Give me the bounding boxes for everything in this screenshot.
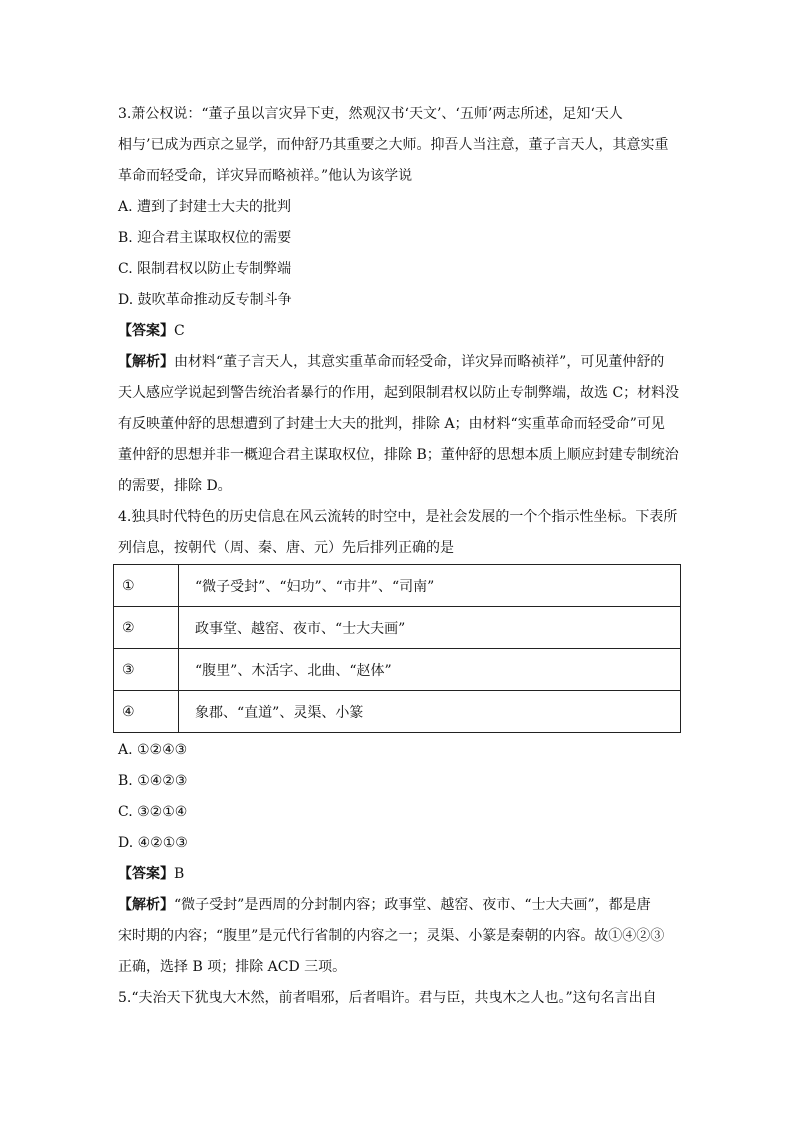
q4-stem-line-2: 列信息，按朝代（周、秦、唐、元）先后排列正确的是 [118,540,454,556]
q3-analysis-line-5: 的需要，排除 D。 [118,478,232,494]
q4-option-d: D. ④②①③ [118,835,188,851]
q3-option-b: B. 迎合君主谋取权位的需要 [118,230,292,246]
q3-analysis-line-1 [118,352,664,372]
table-row-number: ④ [114,691,179,733]
q4-answer [118,864,184,884]
table-row [114,649,681,691]
q4-info-table [113,564,681,733]
table-row [114,691,681,733]
table-row-text: “腹里”、木活字、北曲、“赵体” [179,649,681,691]
q4-answer-value: B [174,866,185,882]
q3-option-d: D. 鼓吹革命推动反专制斗争 [118,292,292,308]
q3-option-c: C. 限制君权以防止专制弊端 [118,261,292,277]
q4-analysis-line-1 [118,895,651,915]
q3-analysis-text-1: 由材料“董子言天人，其意实重革命而轻受命，详灾异而略祯祥”，可见董仲舒的 [174,354,665,370]
q3-stem-line-1: 3.萧公权说：“董子虽以言灾异下吏，然观汉书‘天文’、‘五师’两志所述，足知‘天人 [118,106,623,122]
table-row [114,565,681,607]
q3-answer [118,321,185,341]
q3-stem-line-3: 革命而轻受命，详灾异而略祯祥。”他认为该学说 [118,168,413,184]
q4-answer-label: 【答案】 [118,866,174,882]
q4-option-a: A. ①②④③ [118,742,188,758]
q3-analysis-line-2: 天人感应学说起到警告统治者暴行的作用，起到限制君权以防止专制弊端，故选 C；材料没 [118,385,680,401]
q4-analysis-label: 【解析】 [118,897,174,913]
q3-stem-line-2: 相与’已成为西京之显学，而仲舒乃其重要之大师。抑吾人当注意，董子言天人，其意实重 [118,137,669,153]
table-row-text: “微子受封”、“妇功”、“市井”、“司南” [179,565,681,607]
q4-option-b: B. ①④②③ [118,773,188,789]
q3-answer-label: 【答案】 [118,323,174,339]
table-row [114,607,681,649]
table-row-number: ③ [114,649,179,691]
q3-answer-value: C [174,323,185,339]
q4-stem-line-1: 4.独具时代特色的历史信息在风云流转的时空中，是社会发展的一个个指示性坐标。下表所 [118,509,678,525]
q4-analysis-line-3: 正确，选择 B 项；排除 ACD 三项。 [118,959,347,975]
q3-analysis-line-3: 有反映董仲舒的思想遭到了封建士大夫的批判，排除 A；由材料“实重革命而轻受命”可见 [118,416,665,432]
q4-option-c: C. ③②①④ [118,804,188,820]
q3-analysis-label: 【解析】 [118,354,174,370]
q4-analysis-line-2: 宋时期的内容；“腹里”是元代行省制的内容之一；灵渠、小篆是秦朝的内容。故①④②③ [118,928,665,944]
table-row-text: 象郡、“直道”、灵渠、小篆 [179,691,681,733]
table-row-text: 政事堂、越窑、夜市、“士大夫画” [179,607,681,649]
q3-option-a: A. 遭到了封建士大夫的批判 [118,199,292,215]
table-row-number: ② [114,607,179,649]
q4-analysis-text-1: “微子受封”是西周的分封制内容；政事堂、越窑、夜市、“士大夫画”，都是唐 [174,897,651,913]
table-row-number: ① [114,565,179,607]
q5-stem-line-1: 5.“夫治天下犹曳大木然，前者唱邪，后者唱许。君与臣，共曳木之人也。”这句名言出自 [118,990,657,1006]
q3-analysis-line-4: 董仲舒的思想并非一概迎合君主谋取权位，排除 B；董仲舒的思想本质上顺应封建专制统治 [118,447,679,463]
